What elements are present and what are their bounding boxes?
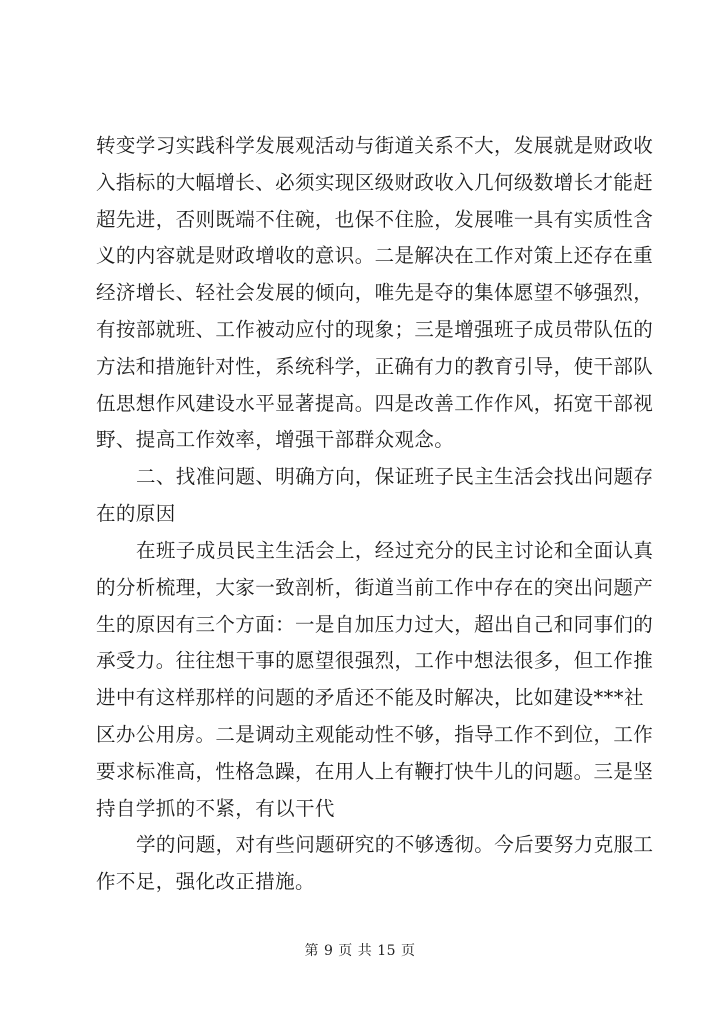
text-line: 在班子成员民主生活会上，经过充分的民主讨论和全面认真	[136, 539, 654, 562]
text-line: 要求标准高，性格急躁，在用人上有鞭打快牛儿的问题。三是坚	[96, 759, 654, 783]
text-line: 作不足，强化改正措施。	[96, 869, 315, 893]
text-line: 超先进，否则既端不住碗，也保不住脸，发展唯一具有实质性含	[96, 207, 654, 231]
text-line: 转变学习实践科学发展观活动与街道关系不大，发展就是财政收	[96, 134, 654, 157]
text-line: 的分析梳理，大家一致剖析，街道当前工作中存在的突出问题产	[96, 575, 654, 599]
paragraph-1	[96, 128, 654, 459]
page-number-footer: 第 9 页 共 15 页	[304, 943, 416, 959]
heading-line: 二、找准问题、明确方向，保证班子民主生活会找出问题存	[136, 465, 654, 488]
text-line: 义的内容就是财政增收的意识。二是解决在工作对策上还存在重	[96, 244, 654, 268]
text-line: 进中有这样那样的问题的矛盾还不能及时解决，比如建设***社	[96, 686, 644, 710]
paragraph-3	[96, 533, 654, 827]
text-line: 生的原因有三个方面：一是自加压力过大，超出自己和同事们的	[96, 612, 654, 636]
text-line: 承受力。往往想干事的愿望很强烈，工作中想法很多，但工作推	[96, 649, 654, 673]
text-line: 持自学抓的不紧，有以干代	[96, 796, 335, 820]
text-line: 学的问题，对有些问题研究的不够透彻。今后要努力克服工	[136, 833, 654, 856]
heading-line: 在的原因	[96, 501, 176, 525]
section-heading-2	[96, 459, 654, 533]
text-line: 方法和措施针对性，系统科学，正确有力的教育引导，使干部队	[96, 354, 654, 378]
paragraph-4	[96, 827, 654, 901]
text-line: 区办公用房。二是调动主观能动性不够，指导工作不到位，工作	[96, 722, 654, 746]
text-line: 入指标的大幅增长、必须实现区级财政收入几何级数增长才能赶	[96, 170, 654, 194]
text-line: 有按部就班、工作被动应付的现象；三是增强班子成员带队伍的	[96, 317, 654, 341]
text-line: 经济增长、轻社会发展的倾向，唯先是夺的集体愿望不够强烈，	[96, 281, 654, 305]
text-line: 伍思想作风建设水平显著提高。四是改善工作作风，拓宽干部视	[96, 391, 654, 415]
text-line: 野、提高工作效率，增强干部群众观念。	[96, 428, 455, 452]
